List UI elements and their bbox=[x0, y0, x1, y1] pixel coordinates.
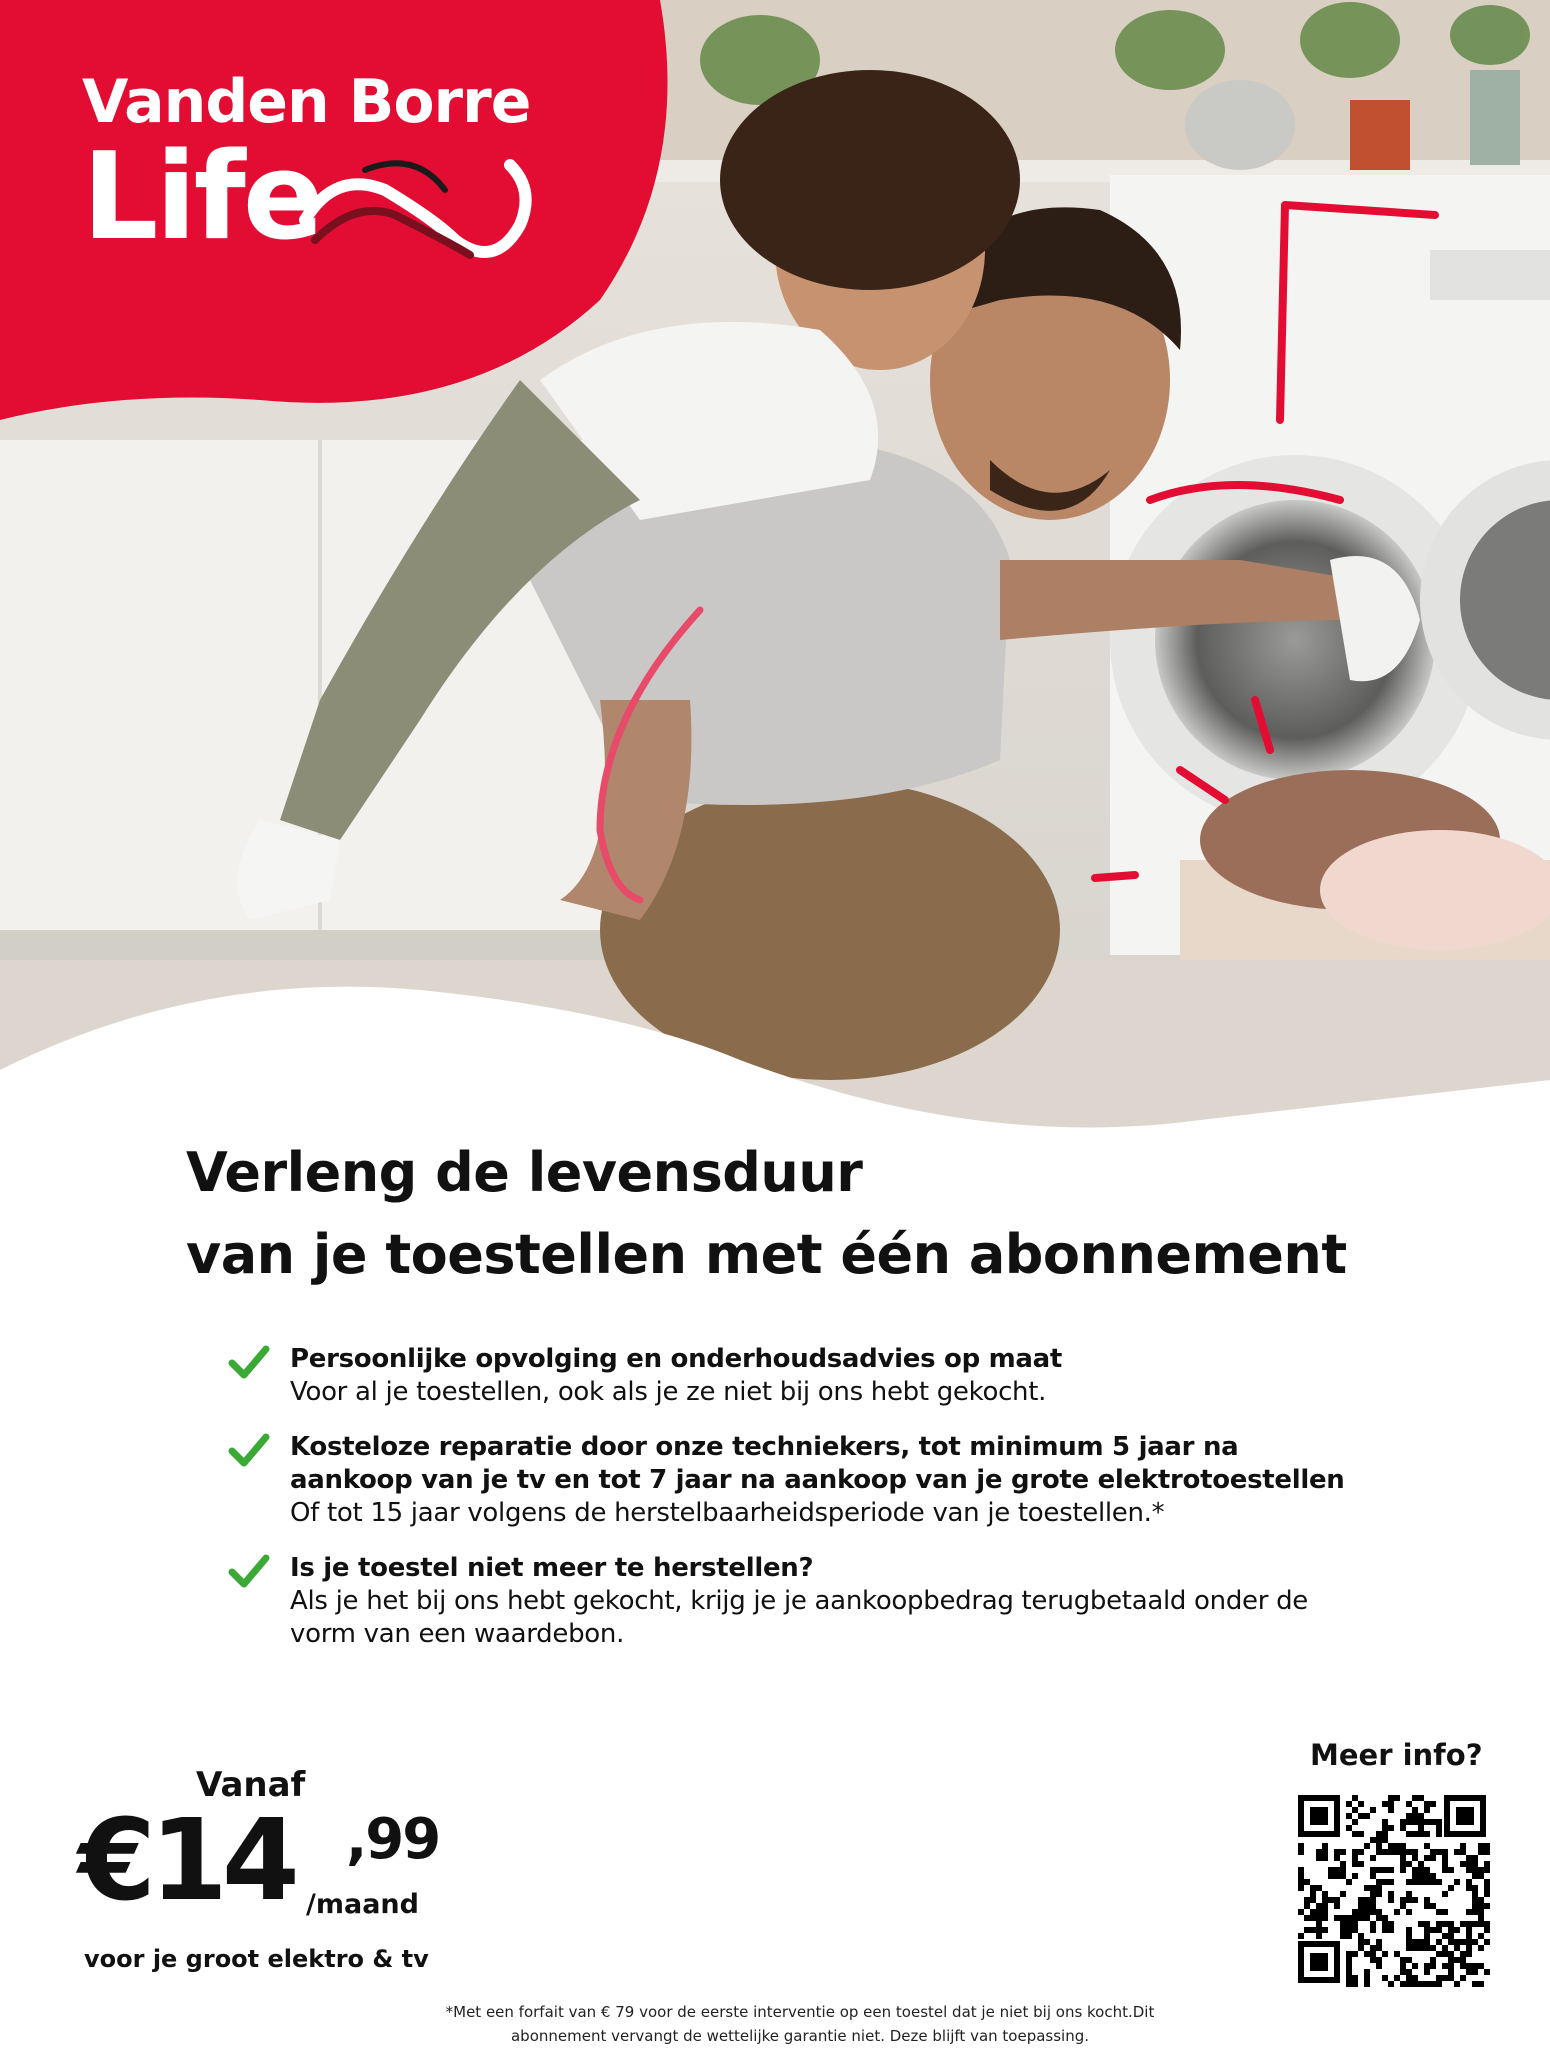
feature-title: Kosteloze reparatie door onze techniekers, tot minimum 5 jaar na aankoop van je tv en tot 7 jaar na aankoop van je grote elektrotoestellen bbox=[290, 1432, 1345, 1495]
brand-name: Vanden Borre bbox=[82, 67, 531, 137]
feature-description: Voor al je toestellen, ook als je ze niet bij ons hebt gekocht. bbox=[290, 1377, 1047, 1407]
feature-list bbox=[228, 1343, 1368, 1673]
price-cents: ,99 bbox=[346, 1807, 440, 1872]
price-amount: €14 bbox=[78, 1796, 294, 1926]
feature-description: Of tot 15 jaar volgens de herstelbaarheidsperiode van je toestellen.* bbox=[290, 1498, 1165, 1528]
brand-product: Life bbox=[82, 128, 322, 267]
headline-line-1: Verleng de levensduur bbox=[186, 1141, 863, 1204]
feature-description: Als je het bij ons hebt gekocht, krijg je je aankoopbedrag terugbetaald onder de vorm van een waardebon. bbox=[290, 1586, 1308, 1649]
more-info-label: Meer info? bbox=[1310, 1738, 1483, 1772]
qr-code-icon[interactable] bbox=[1294, 1791, 1490, 1987]
list-item bbox=[228, 1343, 1368, 1409]
feature-title: Persoonlijke opvolging en onderhoudsadvies op maat bbox=[290, 1344, 1063, 1374]
checkmark-icon bbox=[228, 1433, 270, 1469]
headline-line-2: van je toestellen met één abonnement bbox=[186, 1223, 1347, 1286]
checkmark-icon bbox=[228, 1345, 270, 1381]
feature-title: Is je toestel niet meer te herstellen? bbox=[290, 1553, 814, 1583]
infinity-swoosh-icon bbox=[295, 130, 535, 280]
price-unit: /maand bbox=[306, 1889, 419, 1920]
price-from-label: Vanaf bbox=[196, 1765, 306, 1805]
checkmark-icon bbox=[228, 1554, 270, 1590]
page-title bbox=[186, 1132, 1386, 1296]
list-item bbox=[228, 1552, 1368, 1651]
list-item bbox=[228, 1431, 1368, 1530]
price-scope: voor je groot elektro & tv bbox=[84, 1945, 429, 1973]
footnote: *Met een forfait van € 79 voor de eerste interventie op een toestel dat je niet bij ons kocht.Dit abonnement vervangt de wettelijke garantie niet. Deze blijft van toepassing. bbox=[445, 2003, 1155, 2045]
